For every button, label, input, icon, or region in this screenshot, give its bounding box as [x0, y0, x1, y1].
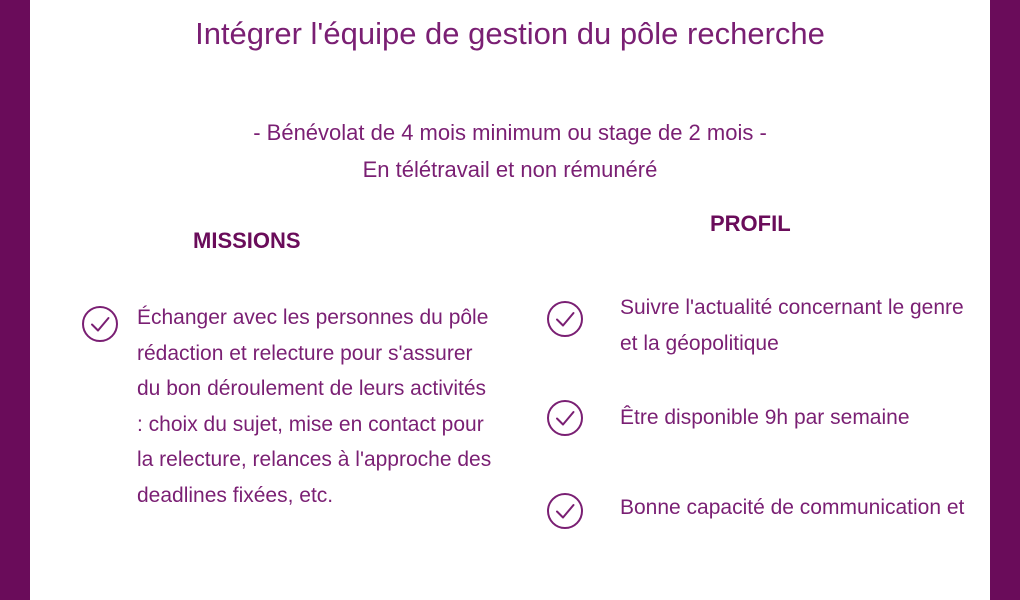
check-circle-icon — [546, 300, 584, 338]
page-title: Intégrer l'équipe de gestion du pôle recherche — [195, 16, 825, 51]
mission-text: Échanger avec les personnes du pôle rédaction et relecture pour s'assurer du bon déroulement de leurs activités : choix du sujet, mise en contact pour la relecture, relances à l'approche des deadlines fixées, etc. — [137, 306, 492, 507]
profil-text: Être disponible 9h par semaine — [620, 406, 910, 429]
profil-text: Bonne capacité de communication et — [620, 496, 965, 519]
logo-arc-icon — [488, 0, 512, 4]
subtitle-conditions: En télétravail et non rémunéré — [362, 157, 658, 182]
check-circle-icon — [546, 399, 584, 437]
profil-heading: PROFIL — [710, 211, 791, 236]
check-circle-icon — [546, 492, 584, 530]
profil-text: Suivre l'actualité concernant le genre et la géopolitique — [620, 296, 964, 355]
check-circle-icon — [81, 305, 119, 343]
missions-heading: MISSIONS — [193, 228, 301, 253]
subtitle-duration: - Bénévolat de 4 mois minimum ou stage de 2 mois - — [253, 120, 767, 145]
document-card — [30, 0, 990, 600]
